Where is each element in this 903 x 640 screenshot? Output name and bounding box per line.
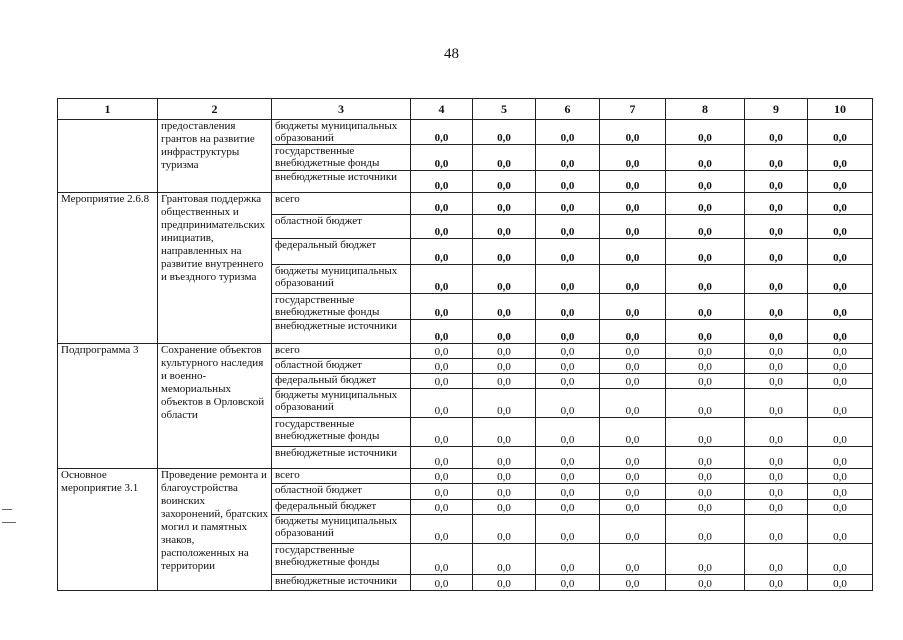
funding-source-cell: государственные внебюджетные фонды (272, 145, 411, 171)
value-cell: 0,0 (536, 145, 600, 171)
value-cell: 0,0 (411, 294, 473, 320)
value-cell: 0,0 (745, 320, 808, 344)
value-cell: 0,0 (411, 544, 473, 575)
value-cell: 0,0 (536, 469, 600, 484)
value-cell: 0,0 (473, 344, 536, 359)
funding-source-cell: внебюджетные источники (272, 320, 411, 344)
value-cell: 0,0 (600, 418, 666, 447)
funding-source-cell: федеральный бюджет (272, 374, 411, 389)
value-cell: 0,0 (600, 145, 666, 171)
program-code-cell (58, 120, 158, 193)
value-cell: 0,0 (808, 500, 873, 515)
value-cell: 0,0 (808, 215, 873, 239)
value-cell: 0,0 (600, 120, 666, 145)
value-cell: 0,0 (411, 193, 473, 215)
funding-source-cell: областной бюджет (272, 215, 411, 239)
value-cell: 0,0 (808, 389, 873, 418)
value-cell: 0,0 (666, 515, 745, 544)
program-code-cell: Мероприятие 2.6.8 (58, 193, 158, 344)
funding-source-cell: внебюджетные источники (272, 447, 411, 469)
value-cell: 0,0 (411, 171, 473, 193)
funding-source-cell: областной бюджет (272, 484, 411, 500)
funding-source-cell: всего (272, 469, 411, 484)
value-cell: 0,0 (536, 359, 600, 374)
value-cell: 0,0 (666, 359, 745, 374)
value-cell: 0,0 (411, 389, 473, 418)
column-header: 1 (58, 99, 158, 120)
value-cell: 0,0 (666, 389, 745, 418)
value-cell: 0,0 (411, 215, 473, 239)
value-cell: 0,0 (600, 171, 666, 193)
value-cell: 0,0 (536, 320, 600, 344)
value-cell: 0,0 (411, 120, 473, 145)
value-cell: 0,0 (745, 575, 808, 591)
value-cell: 0,0 (808, 265, 873, 294)
value-cell: 0,0 (411, 320, 473, 344)
value-cell: 0,0 (745, 265, 808, 294)
value-cell: 0,0 (600, 500, 666, 515)
value-cell: 0,0 (745, 215, 808, 239)
value-cell: 0,0 (473, 575, 536, 591)
value-cell: 0,0 (536, 544, 600, 575)
value-cell: 0,0 (473, 145, 536, 171)
value-cell: 0,0 (536, 500, 600, 515)
funding-source-cell: бюджеты муниципальных образований (272, 265, 411, 294)
value-cell: 0,0 (536, 265, 600, 294)
value-cell: 0,0 (536, 215, 600, 239)
value-cell: 0,0 (600, 344, 666, 359)
column-header: 9 (745, 99, 808, 120)
value-cell: 0,0 (411, 484, 473, 500)
value-cell: 0,0 (808, 374, 873, 389)
budget-table (57, 98, 873, 591)
column-header: 5 (473, 99, 536, 120)
scan-edge-mark (2, 509, 12, 510)
funding-source-cell: областной бюджет (272, 359, 411, 374)
value-cell: 0,0 (411, 447, 473, 469)
funding-source-cell: федеральный бюджет (272, 500, 411, 515)
funding-source-cell: государственные внебюджетные фонды (272, 418, 411, 447)
value-cell: 0,0 (666, 145, 745, 171)
value-cell: 0,0 (600, 265, 666, 294)
value-cell: 0,0 (745, 120, 808, 145)
column-header: 4 (411, 99, 473, 120)
column-header: 2 (158, 99, 272, 120)
value-cell: 0,0 (600, 359, 666, 374)
value-cell: 0,0 (808, 544, 873, 575)
value-cell: 0,0 (745, 171, 808, 193)
value-cell: 0,0 (745, 193, 808, 215)
value-cell: 0,0 (666, 193, 745, 215)
value-cell: 0,0 (808, 344, 873, 359)
table-row (58, 469, 873, 484)
value-cell: 0,0 (411, 515, 473, 544)
value-cell: 0,0 (473, 320, 536, 344)
value-cell: 0,0 (411, 469, 473, 484)
funding-source-cell: государственные внебюджетные фонды (272, 544, 411, 575)
column-header: 10 (808, 99, 873, 120)
value-cell: 0,0 (745, 484, 808, 500)
value-cell: 0,0 (745, 374, 808, 389)
value-cell: 0,0 (600, 320, 666, 344)
value-cell: 0,0 (473, 515, 536, 544)
funding-source-cell: внебюджетные источники (272, 171, 411, 193)
value-cell: 0,0 (536, 171, 600, 193)
value-cell: 0,0 (808, 171, 873, 193)
value-cell: 0,0 (666, 447, 745, 469)
value-cell: 0,0 (808, 418, 873, 447)
column-header: 8 (666, 99, 745, 120)
value-cell: 0,0 (411, 265, 473, 294)
value-cell: 0,0 (600, 469, 666, 484)
value-cell: 0,0 (666, 320, 745, 344)
value-cell: 0,0 (473, 389, 536, 418)
value-cell: 0,0 (473, 193, 536, 215)
value-cell: 0,0 (473, 418, 536, 447)
value-cell: 0,0 (536, 515, 600, 544)
value-cell: 0,0 (473, 239, 536, 265)
value-cell: 0,0 (536, 193, 600, 215)
value-cell: 0,0 (536, 294, 600, 320)
table-row (58, 120, 873, 145)
value-cell: 0,0 (808, 575, 873, 591)
value-cell: 0,0 (666, 484, 745, 500)
value-cell: 0,0 (536, 239, 600, 265)
value-cell: 0,0 (600, 544, 666, 575)
scan-edge-mark (2, 522, 16, 523)
value-cell: 0,0 (600, 575, 666, 591)
value-cell: 0,0 (600, 484, 666, 500)
value-cell: 0,0 (600, 515, 666, 544)
value-cell: 0,0 (536, 344, 600, 359)
value-cell: 0,0 (600, 193, 666, 215)
value-cell: 0,0 (808, 515, 873, 544)
value-cell: 0,0 (666, 469, 745, 484)
value-cell: 0,0 (808, 484, 873, 500)
value-cell: 0,0 (745, 344, 808, 359)
funding-source-cell: внебюджетные источники (272, 575, 411, 591)
value-cell: 0,0 (808, 294, 873, 320)
value-cell: 0,0 (745, 515, 808, 544)
value-cell: 0,0 (600, 447, 666, 469)
value-cell: 0,0 (473, 120, 536, 145)
value-cell: 0,0 (600, 239, 666, 265)
value-cell: 0,0 (536, 120, 600, 145)
column-header: 3 (272, 99, 411, 120)
value-cell: 0,0 (808, 320, 873, 344)
value-cell: 0,0 (666, 344, 745, 359)
value-cell: 0,0 (666, 120, 745, 145)
value-cell: 0,0 (473, 447, 536, 469)
value-cell: 0,0 (473, 374, 536, 389)
value-cell: 0,0 (745, 469, 808, 484)
value-cell: 0,0 (411, 374, 473, 389)
funding-source-cell: бюджеты муниципальных образований (272, 389, 411, 418)
value-cell: 0,0 (745, 418, 808, 447)
value-cell: 0,0 (536, 484, 600, 500)
value-cell: 0,0 (600, 215, 666, 239)
value-cell: 0,0 (808, 145, 873, 171)
value-cell: 0,0 (536, 374, 600, 389)
funding-source-cell: бюджеты муниципальных образований (272, 515, 411, 544)
value-cell: 0,0 (473, 294, 536, 320)
value-cell: 0,0 (666, 500, 745, 515)
column-header: 6 (536, 99, 600, 120)
value-cell: 0,0 (411, 500, 473, 515)
value-cell: 0,0 (808, 469, 873, 484)
value-cell: 0,0 (666, 265, 745, 294)
value-cell: 0,0 (411, 145, 473, 171)
value-cell: 0,0 (473, 500, 536, 515)
funding-source-cell: всего (272, 344, 411, 359)
funding-source-cell: федеральный бюджет (272, 239, 411, 265)
table-header-row (58, 99, 873, 120)
value-cell: 0,0 (666, 575, 745, 591)
value-cell: 0,0 (745, 447, 808, 469)
value-cell: 0,0 (745, 294, 808, 320)
value-cell: 0,0 (745, 389, 808, 418)
value-cell: 0,0 (666, 374, 745, 389)
value-cell: 0,0 (745, 145, 808, 171)
value-cell: 0,0 (600, 389, 666, 418)
value-cell: 0,0 (473, 265, 536, 294)
funding-source-cell: государственные внебюджетные фонды (272, 294, 411, 320)
value-cell: 0,0 (536, 418, 600, 447)
funding-source-cell: бюджеты муниципальных образований (272, 120, 411, 145)
value-cell: 0,0 (411, 359, 473, 374)
program-name-cell: Сохранение объектов культурного наследия и военно-мемориальных объектов в Орловской области (158, 344, 272, 469)
value-cell: 0,0 (536, 575, 600, 591)
value-cell: 0,0 (808, 239, 873, 265)
value-cell: 0,0 (808, 359, 873, 374)
program-name-cell: Проведение ремонта и благоустройства воинских захоронений, братских могил и памятных знаков, расположенных на территории (158, 469, 272, 591)
value-cell: 0,0 (666, 215, 745, 239)
program-code-cell: Подпрограмма 3 (58, 344, 158, 469)
value-cell: 0,0 (808, 193, 873, 215)
value-cell: 0,0 (536, 389, 600, 418)
table-row (58, 344, 873, 359)
value-cell: 0,0 (411, 575, 473, 591)
page-number: 48 (444, 46, 459, 62)
value-cell: 0,0 (473, 215, 536, 239)
program-name-cell: предоставления грантов на развитие инфраструктуры туризма (158, 120, 272, 193)
column-header: 7 (600, 99, 666, 120)
value-cell: 0,0 (745, 544, 808, 575)
value-cell: 0,0 (411, 344, 473, 359)
table-body (58, 120, 873, 591)
value-cell: 0,0 (745, 500, 808, 515)
value-cell: 0,0 (600, 294, 666, 320)
program-name-cell: Грантовая поддержка общественных и предпринимательских инициатив, направленных на развитие внутреннего и въездного туризма (158, 193, 272, 344)
value-cell: 0,0 (808, 120, 873, 145)
value-cell: 0,0 (536, 447, 600, 469)
value-cell: 0,0 (666, 544, 745, 575)
value-cell: 0,0 (473, 544, 536, 575)
value-cell: 0,0 (666, 171, 745, 193)
value-cell: 0,0 (411, 239, 473, 265)
value-cell: 0,0 (473, 469, 536, 484)
program-code-cell: Основное мероприятие 3.1 (58, 469, 158, 591)
value-cell: 0,0 (745, 239, 808, 265)
value-cell: 0,0 (666, 418, 745, 447)
value-cell: 0,0 (745, 359, 808, 374)
value-cell: 0,0 (473, 484, 536, 500)
value-cell: 0,0 (808, 447, 873, 469)
value-cell: 0,0 (473, 359, 536, 374)
table-row (58, 193, 873, 215)
value-cell: 0,0 (473, 171, 536, 193)
value-cell: 0,0 (666, 294, 745, 320)
value-cell: 0,0 (411, 418, 473, 447)
value-cell: 0,0 (666, 239, 745, 265)
funding-source-cell: всего (272, 193, 411, 215)
value-cell: 0,0 (600, 374, 666, 389)
